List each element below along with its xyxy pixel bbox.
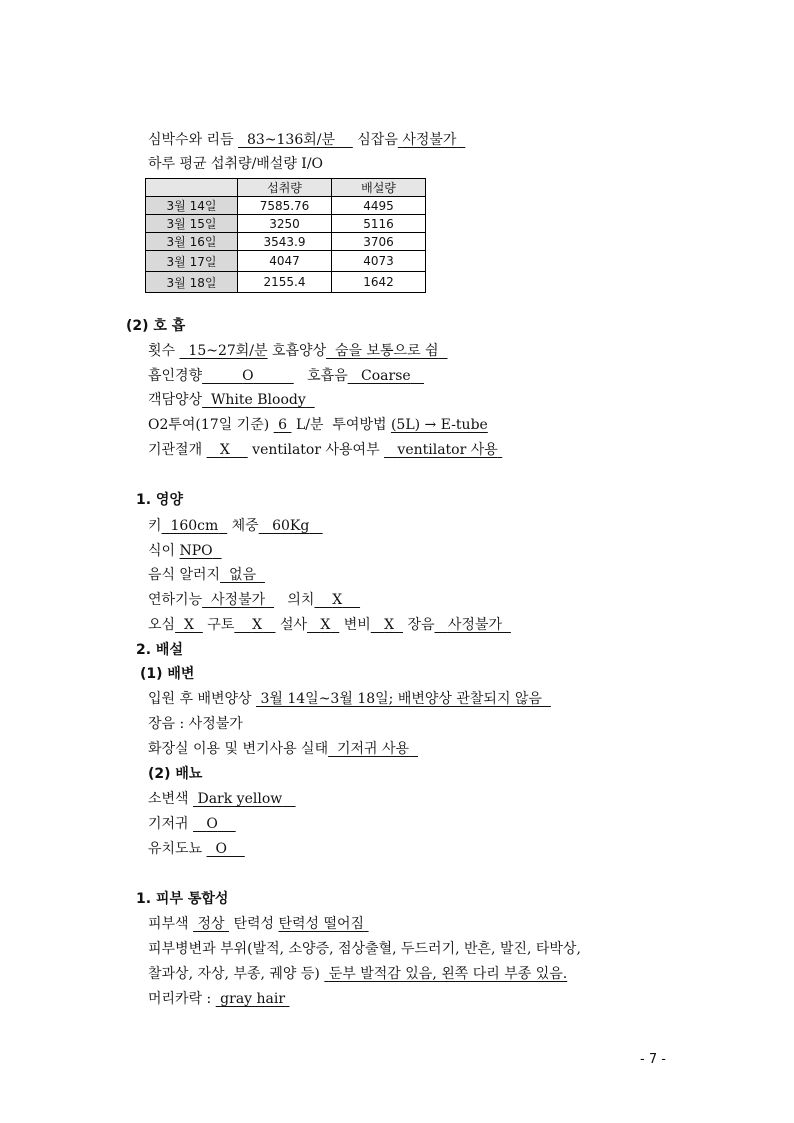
io-intake: 7585.76 (238, 197, 332, 215)
io-output: 5116 (332, 215, 426, 233)
allergy-value: 없음 (228, 567, 257, 583)
nutrition-heading: 1. 영양 (136, 492, 183, 508)
toilet-label: 화장실 이용 및 변기사용 실태 (148, 741, 329, 757)
io-output: 3706 (332, 233, 426, 251)
heart-rate-label: 심박수와 리듬 (148, 132, 234, 148)
skin-color-line (148, 915, 369, 933)
io-date: 3월 16일 (146, 233, 238, 251)
gi-symptom-line (148, 616, 511, 634)
io-output: 4073 (332, 251, 426, 272)
bowel-sound-label: 장음 (407, 617, 435, 633)
urine-heading: (2) 배뇨 (148, 766, 203, 782)
io-output: 4495 (332, 197, 426, 215)
lesion-value: 둔부 발적감 있음, 왼쪽 다리 부종 있음. (328, 966, 568, 982)
heart-sound-value: 사정불가 (402, 132, 457, 148)
nausea-label: 오심 (148, 617, 176, 633)
lesion-label-line-1: 피부병변과 부위(발적, 소양증, 점상출혈, 두드러기, 반흔, 발진, 타박상, (148, 941, 581, 957)
vent-value: ventilator 사용 (397, 442, 498, 458)
lesion-label-2: 찰과상, 자상, 부종, 궤양 등) (148, 966, 320, 982)
hair-value: gray hair (220, 991, 286, 1007)
lesion-line-2 (148, 965, 567, 983)
bowel-sound-value: 사정불가 (447, 617, 502, 633)
resp-rate-value: 15~27회/분 (188, 343, 268, 359)
o2-unit: L/분 (295, 417, 324, 433)
table-row (146, 197, 426, 215)
hair-label: 머리카락 : (148, 991, 212, 1007)
heart-rate-value: 83~136회/분 (246, 132, 336, 148)
diaper-line (148, 815, 236, 833)
table-row (146, 251, 426, 272)
elimination-heading: 2. 배설 (136, 642, 183, 658)
resp-rate-label: 횟수 (148, 343, 176, 359)
stool-pattern-line (148, 690, 551, 708)
diaper-label: 기저귀 (148, 816, 189, 832)
table-row (146, 233, 426, 251)
urine-color-line (148, 790, 296, 808)
skin-color-value: 정상 (197, 916, 225, 932)
swallow-value: 사정불가 (211, 592, 266, 608)
page-number: - 7 - (640, 1052, 666, 1067)
resp-pattern-label: 호흡양상 (272, 343, 327, 359)
diet-value: NPO (179, 543, 213, 559)
io-date: 3월 18일 (146, 272, 238, 293)
io-output: 1642 (332, 272, 426, 293)
suction-label: 흡인경향 (148, 368, 203, 384)
skin-color-label: 피부색 (148, 916, 189, 932)
o2-label: O2투여(17일 기준) (148, 417, 270, 433)
toilet-line (148, 740, 418, 758)
io-intake: 2155.4 (238, 272, 332, 293)
diet-line (148, 542, 222, 560)
stool-pattern-label: 입원 후 배변양상 (148, 691, 252, 707)
trach-line (148, 441, 502, 459)
io-table (145, 178, 426, 293)
o2-method-label: 투여방법 (332, 417, 387, 433)
diet-label: 식이 (148, 543, 176, 559)
allergy-line (148, 566, 265, 584)
swallow-line (148, 591, 360, 609)
trach-label: 기관절개 (148, 442, 203, 458)
height-weight-line (148, 517, 323, 535)
table-row (146, 215, 426, 233)
io-date: 3월 14일 (146, 197, 238, 215)
nausea-value: X (183, 617, 194, 633)
suction-line (148, 367, 424, 385)
turgor-value: 탄력성 떨어짐 (278, 916, 365, 932)
io-intake: 3250 (238, 215, 332, 233)
io-header-blank (146, 179, 238, 197)
toilet-value: 기저귀 사용 (337, 741, 410, 757)
o2-value: 6 (278, 417, 288, 433)
sputum-value: White Bloody (211, 392, 306, 408)
diarrhea-value: X (320, 617, 331, 633)
heart-rate-line (148, 131, 465, 149)
o2-method-value: (5L) → E-tube (390, 417, 488, 433)
diaper-value: O (206, 816, 218, 832)
table-row (146, 272, 426, 293)
breath-sound-label: 호흡음 (307, 368, 348, 384)
constipation-value: X (384, 617, 395, 633)
bowel-sound-line: 장음 : 사정불가 (148, 716, 243, 732)
heart-sound-label: 심잡음 (357, 132, 398, 148)
io-date: 3월 15일 (146, 215, 238, 233)
io-header-intake: 섭취량 (238, 179, 332, 197)
foley-line (148, 840, 245, 858)
swallow-label: 연하기능 (148, 592, 203, 608)
height-value: 160cm (170, 518, 219, 534)
denture-label: 의치 (287, 592, 315, 608)
constipation-label: 변비 (343, 617, 371, 633)
vent-label: ventilator 사용여부 (252, 442, 380, 458)
height-label: 키 (148, 518, 162, 534)
weight-value: 60Kg (272, 518, 310, 534)
urine-color-value: Dark yellow (197, 791, 283, 807)
skin-heading: 1. 피부 통합성 (136, 891, 229, 907)
sputum-line (148, 391, 315, 409)
vomit-value: X (252, 617, 263, 633)
breath-sound-value: Coarse (361, 368, 411, 384)
foley-label: 유치도뇨 (148, 841, 203, 857)
sputum-label: 객담양상 (148, 392, 203, 408)
urine-color-label: 소변색 (148, 791, 189, 807)
denture-value: X (332, 592, 343, 608)
foley-value: O (215, 841, 227, 857)
hair-line (148, 990, 290, 1008)
trach-value: X (219, 442, 230, 458)
o2-line (148, 416, 488, 434)
io-date: 3월 17일 (146, 251, 238, 272)
io-table-header-row (146, 179, 426, 197)
io-intake: 3543.9 (238, 233, 332, 251)
suction-value: O (242, 368, 254, 384)
resp-pattern-value: 숨을 보통으로 쉼 (335, 343, 439, 359)
resp-rate-line (148, 342, 448, 360)
vomit-label: 구토 (207, 617, 235, 633)
allergy-label: 음식 알러지 (148, 567, 221, 583)
stool-pattern-value: 3월 14일~3월 18일; 배변양상 관찰되지 않음 (260, 691, 542, 707)
io-intake: 4047 (238, 251, 332, 272)
turgor-label: 탄력성 (233, 916, 275, 932)
io-header-output: 배설량 (332, 179, 426, 197)
stool-heading: (1) 배변 (140, 666, 195, 682)
resp-heading: (2) 호 흡 (126, 318, 186, 334)
weight-label: 체중 (231, 518, 259, 534)
diarrhea-label: 설사 (279, 617, 308, 633)
io-title: 하루 평균 섭취량/배설량 I/O (148, 156, 324, 172)
